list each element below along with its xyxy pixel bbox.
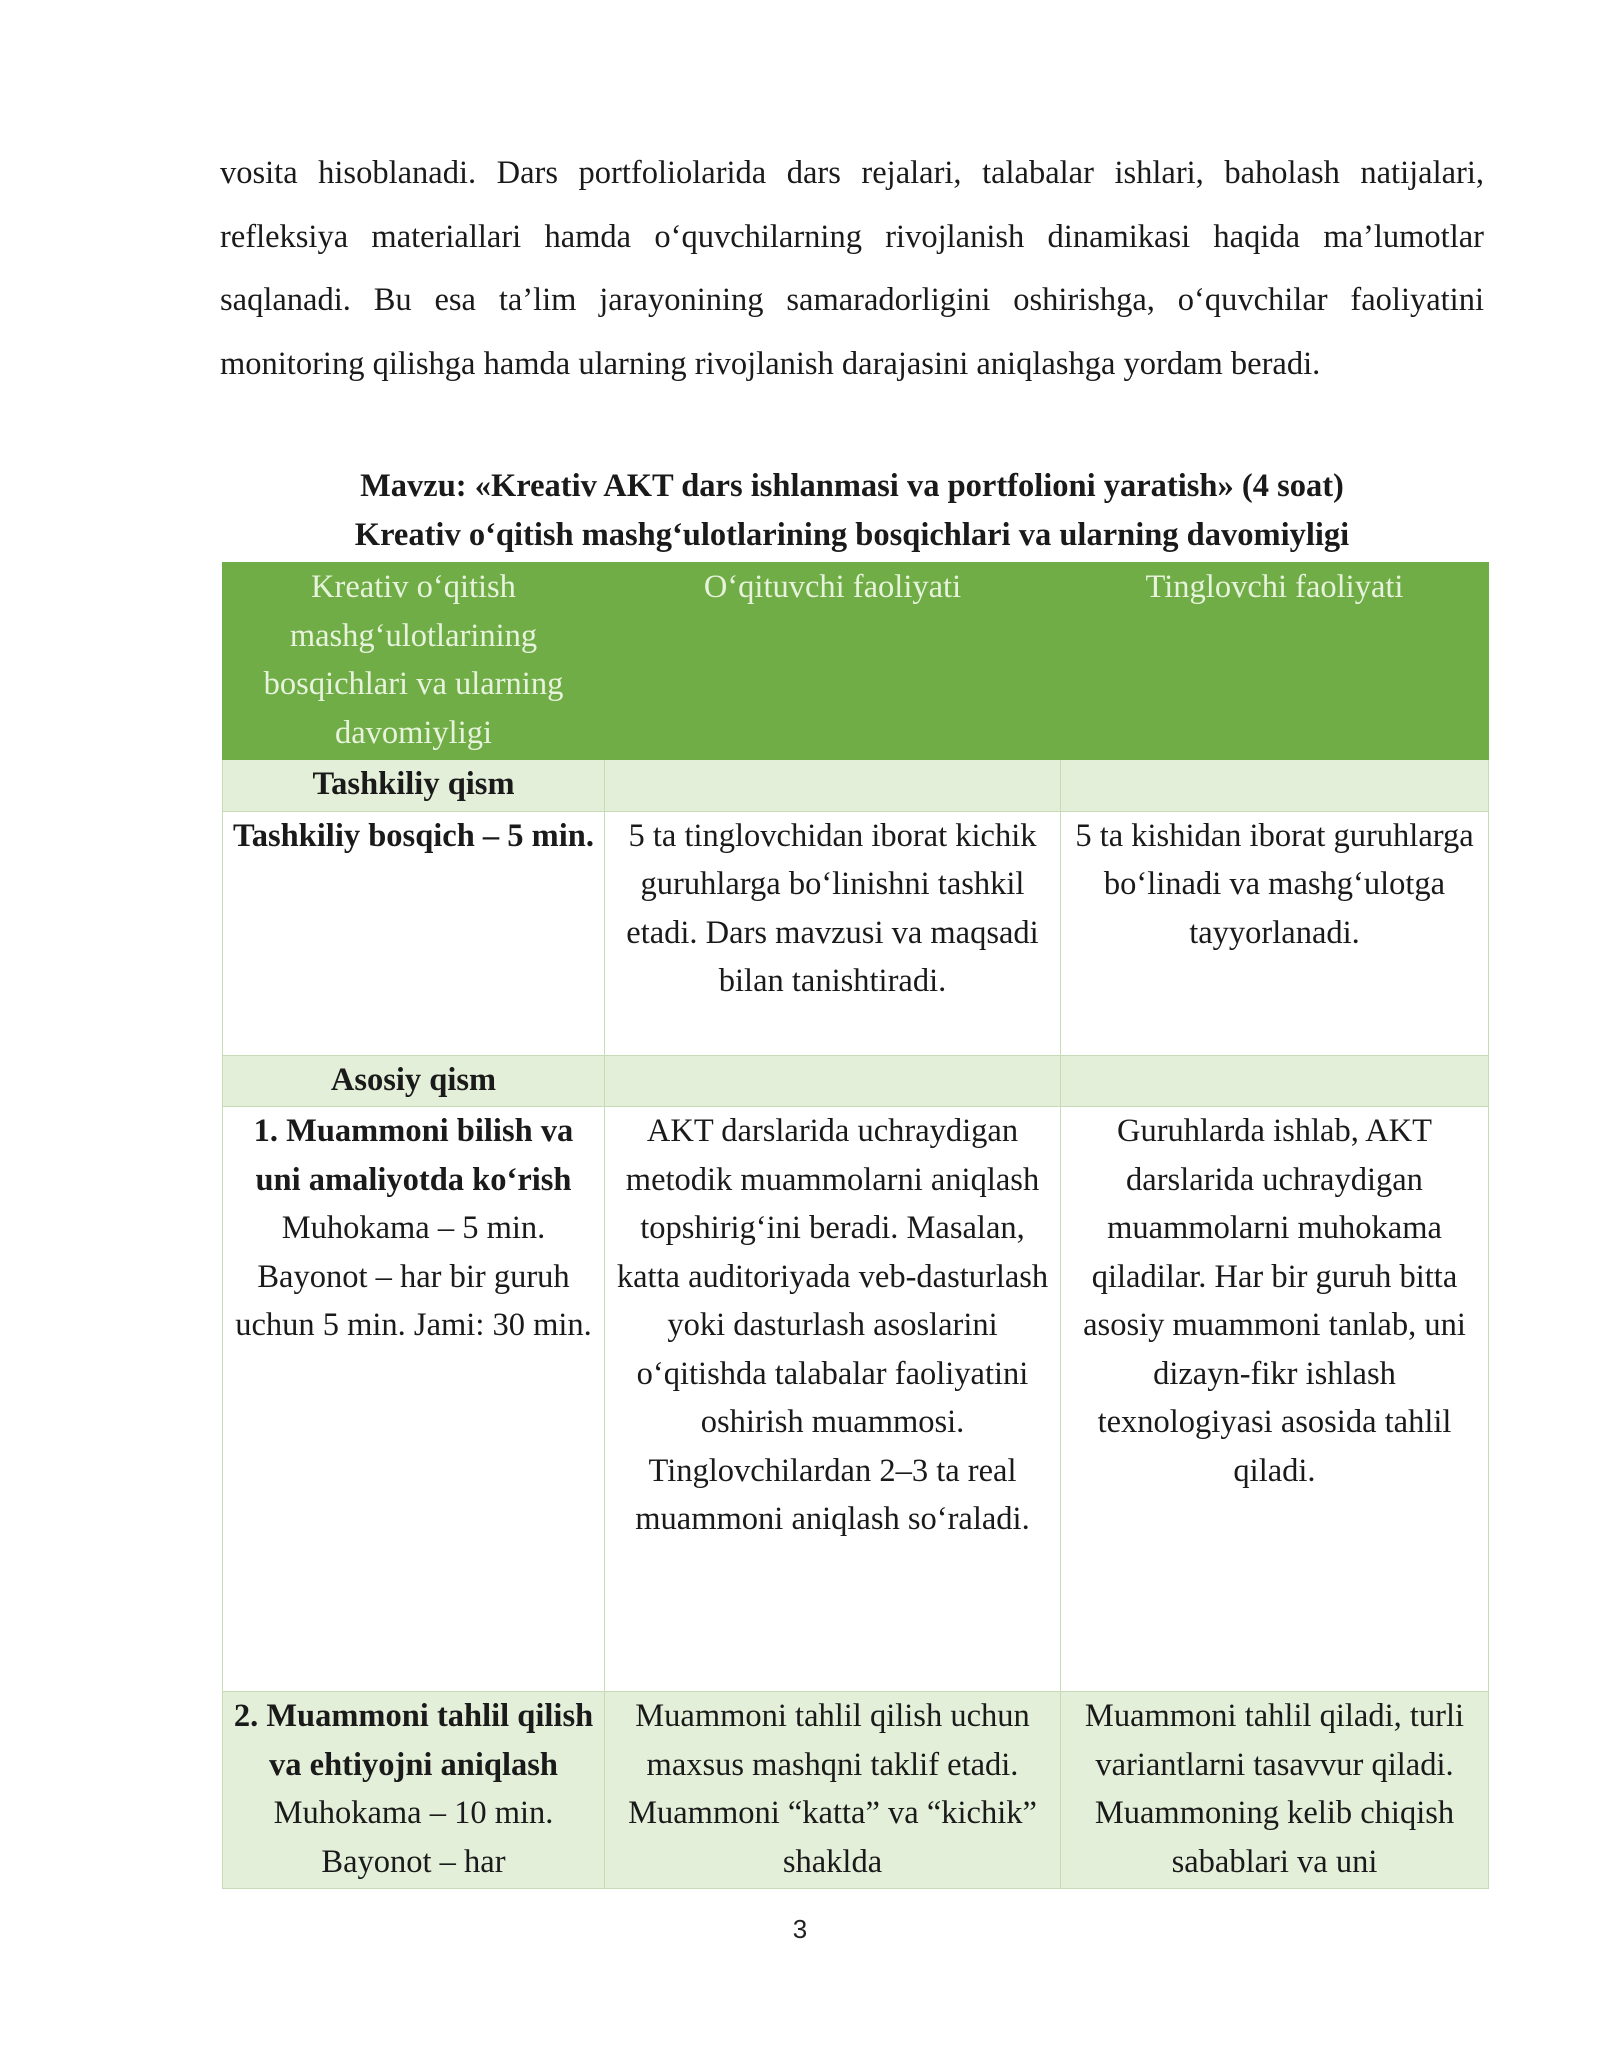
table-row	[223, 1692, 1489, 1889]
stage-duration: Muhokama – 5 min. Bayonot – har bir guruh uchun 5 min. Jami: 30 min.	[235, 1210, 592, 1343]
table-row	[223, 1107, 1489, 1692]
stage-title: 2. Muammoni tahlil qilish va ehtiyojni aniqlash	[233, 1698, 594, 1783]
section-label-tashkiliy: Tashkiliy qism	[223, 760, 605, 812]
stage-cell	[223, 1692, 605, 1889]
empty-cell	[1061, 1055, 1489, 1107]
stage-cell: Tashkiliy bosqich – 5 min.	[223, 811, 605, 1055]
table-header-row	[223, 563, 1489, 760]
listener-cell: Guruhlarda ishlab, AKT darslarida uchraydigan muammolarni muhokama qiladilar. Har bir guruh bitta asosiy muammoni tanlab, uni dizayn-fikr ishlash texnologiyasi asosida tahlil qiladi.	[1061, 1107, 1489, 1692]
lesson-stages-table	[222, 562, 1489, 1889]
section-label-asosiy: Asosiy qism	[223, 1055, 605, 1107]
section-row-asosiy	[223, 1055, 1489, 1107]
empty-cell	[605, 1055, 1061, 1107]
header-listener: Tinglovchi faoliyati	[1061, 563, 1489, 760]
intro-paragraph: vosita hisoblanadi. Dars portfoliolarida dars rejalari, talabalar ishlari, baholash natijalari, refleksiya materiallari hamda o‘quvchilarning rivojlanish dinamikasi haqida ma’lumotlar saqlanadi. Bu esa ta’lim jarayonining samaradorligini oshirishga, o‘quvchilar faoliyatini monitoring qilishga hamda ularning rivojlanish darajasini aniqlashga yordam beradi.	[220, 155, 1484, 382]
section-row-tashkiliy	[223, 760, 1489, 812]
teacher-cell: 5 ta tinglovchidan iborat kichik guruhlarga bo‘linishni tashkil etadi. Dars mavzusi va maqsadi bilan tanishtiradi.	[605, 811, 1061, 1055]
empty-cell	[1061, 760, 1489, 812]
topic-heading: Mavzu: «Kreativ AKT dars ishlanmasi va portfolioni yaratish» (4 soat)	[360, 468, 1344, 504]
header-teacher: O‘qituvchi faoliyati	[605, 563, 1061, 760]
stage-cell	[223, 1107, 605, 1692]
table-row	[223, 811, 1489, 1055]
stage-title: 1. Muammoni bilish va uni amaliyotda ko‘rish	[253, 1113, 574, 1198]
empty-cell	[605, 760, 1061, 812]
stage-duration: Muhokama – 10 min. Bayonot – har	[273, 1795, 554, 1880]
teacher-cell: Muammoni tahlil qilish uchun maxsus mashqni taklif etadi. Muammoni “katta” va “kichik” shaklda	[605, 1692, 1061, 1889]
table-heading: Kreativ o‘qitish mashg‘ulotlarining bosqichlari va ularning davomiyligi	[354, 517, 1350, 553]
listener-cell: Muammoni tahlil qiladi, turli variantlarni tasavvur qiladi. Muammoning kelib chiqish sabablari va uni	[1061, 1692, 1489, 1889]
header-stages: Kreativ o‘qitish mashg‘ulotlarining bosqichlari va ularning davomiyligi	[223, 563, 605, 760]
listener-cell: 5 ta kishidan iborat guruhlarga bo‘linadi va mashg‘ulotga tayyorlanadi.	[1061, 811, 1489, 1055]
page-number: 3	[792, 1914, 808, 1944]
teacher-cell: AKT darslarida uchraydigan metodik muammolarni aniqlash topshirig‘ini beradi. Masalan, katta auditoriyada veb-dasturlash yoki dasturlash asoslarini o‘qitishda talabalar faoliyatini oshirish muammosi. Tinglovchilardan 2–3 ta real muammoni aniqlash so‘raladi.	[605, 1107, 1061, 1692]
